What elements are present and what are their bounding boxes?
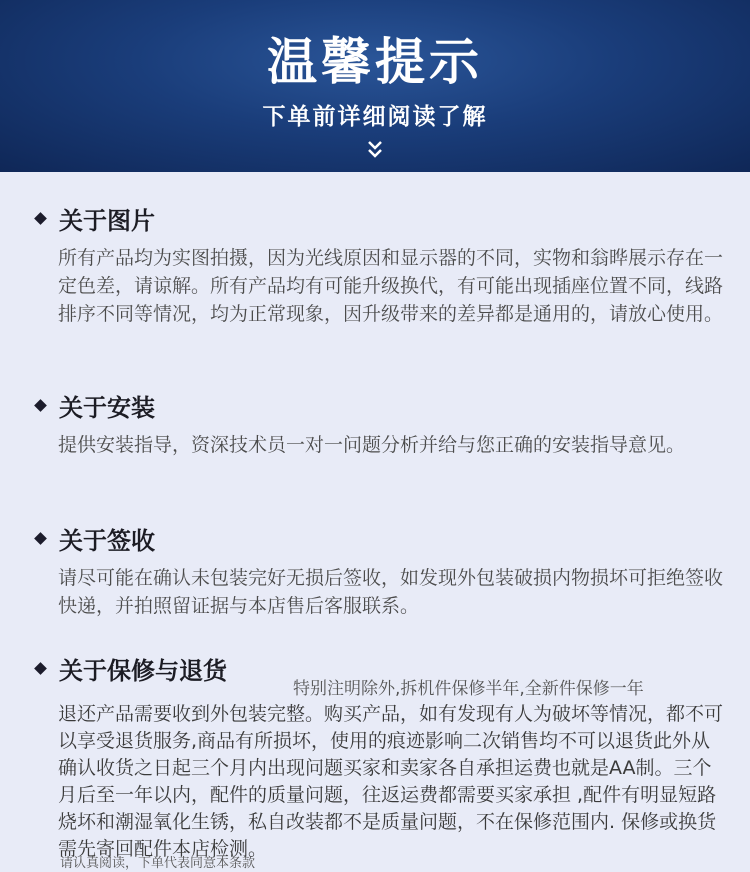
diamond-bullet-icon <box>34 662 47 675</box>
diamond-bullet-icon <box>34 532 47 545</box>
section-photos <box>34 200 724 328</box>
section-receipt <box>34 520 724 620</box>
section-title: 关于图片 <box>59 206 155 235</box>
section-body: 提供安装指导，资深技术员一对一问题分析并给与您正确的安装指导意见。 <box>58 434 686 456</box>
double-chevron-down-icon <box>360 138 390 162</box>
section-install <box>34 387 724 459</box>
page-subtitle: 下单前详细阅读了解 <box>262 104 488 130</box>
diamond-bullet-icon <box>34 399 47 412</box>
section-title: 关于安装 <box>59 393 155 422</box>
section-body: 所有产品均为实图拍摄，因为光线原因和显示器的不同，实物和翁晔展示存在一定色差，请谅解。所有产品均有可能升级换代，有可能出现插座位置不同，线路排序不同等情况，均为正常现象，因升级带来的差异都是通用的，请放心使用。 <box>58 247 724 325</box>
warranty-note: 特别注明除外,拆机件保修半年,全新件保修一年 <box>293 679 644 699</box>
section-title: 关于签收 <box>59 526 155 555</box>
diamond-bullet-icon <box>34 212 47 225</box>
footer-notice: 请认真阅读，下单代表同意本条款 <box>60 856 256 871</box>
page-title: 温馨提示 <box>267 33 483 91</box>
section-body: 请尽可能在确认未包装完好无损后签收，如发现外包装破损内物损坏可拒绝签收快递，并拍照留证据与本店售后客服联系。 <box>58 567 724 617</box>
section-body: 退还产品需要收到外包装完整。购买产品，如有发现有人为破坏等情况，都不可以享受退货服务,商品有所损坏，使用的痕迹影响二次销售均不可以退货此外从确认收货之日起三个月内出现问题买家和卖家各自承担运费也就是AA制。三个月后至一年以内，配件的质量问题，往返运费都需要买家承担 ,配件有明显短路烧坏和潮湿氧化生锈，私自改装都不是质量问题，不在保修范围内. 保修或换货需先寄回配件本店检测。 <box>58 703 724 860</box>
header-banner <box>0 0 750 172</box>
section-title: 关于保修与退货 <box>59 656 227 685</box>
